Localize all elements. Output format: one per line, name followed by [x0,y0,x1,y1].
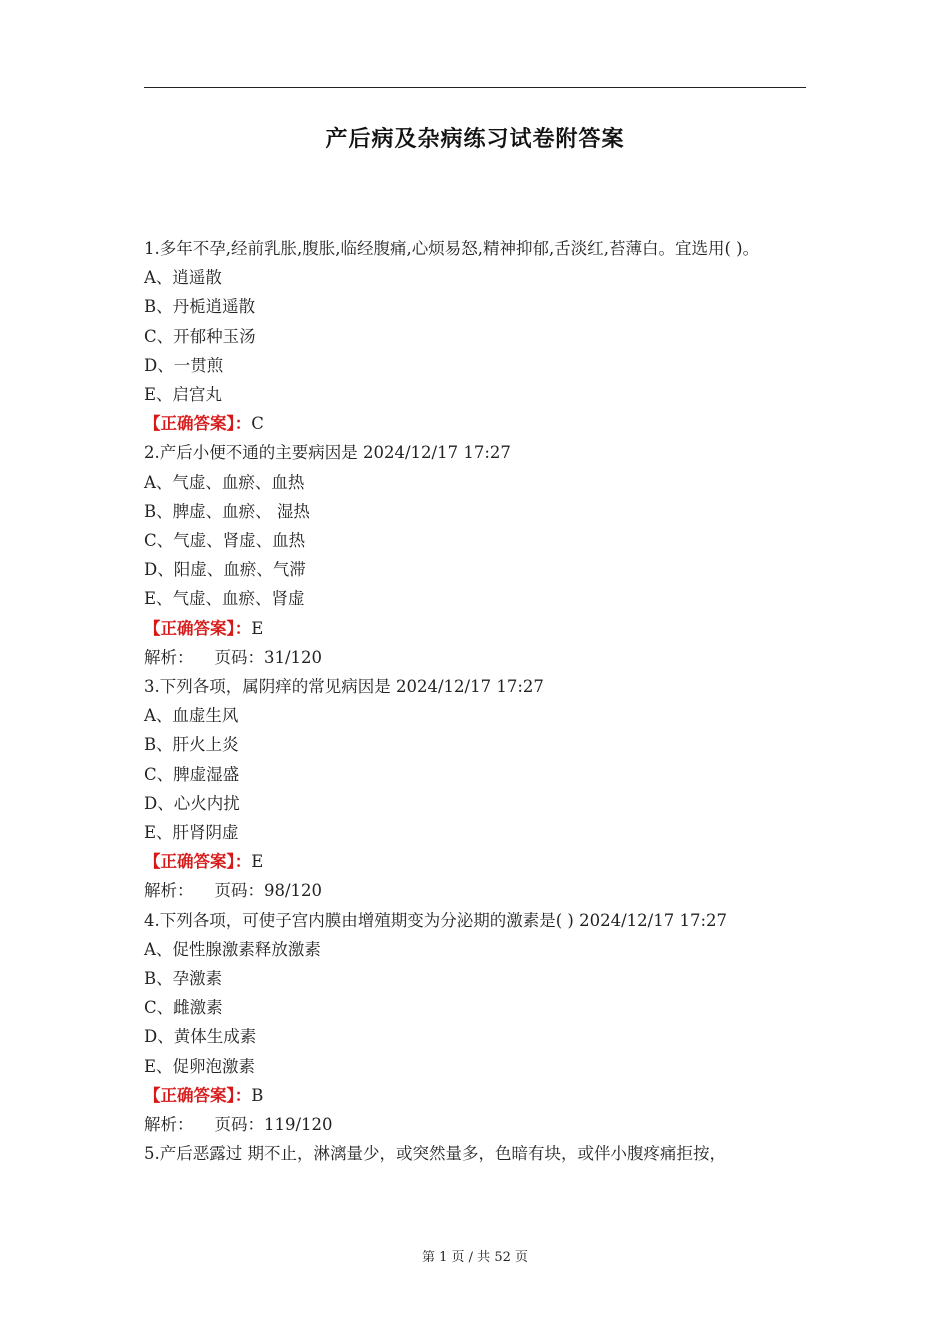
answer-value: C [251,414,264,434]
option-c: C、开郁种玉汤 [144,326,256,346]
analysis-line: 解析： 页码：98/120 [144,881,323,901]
option-c: C、雌激素 [144,998,223,1018]
answer-label: 【正确答案】： [144,414,252,434]
answer-value: B [251,1085,264,1105]
option-c: C、脾虚湿盛 [144,764,240,784]
answer-value: E [251,852,264,872]
option-a: A、逍遥散 [144,268,222,288]
answer-line [144,614,808,643]
page-footer: 第 1 页 / 共 52 页 [422,1250,528,1265]
question-stem: 2.产后小便不通的主要病因是 2024/12/17 17:27 [144,443,511,463]
answer-label: 【正确答案】： [144,852,252,872]
analysis-line: 解析： 页码：119/120 [144,1115,333,1135]
option-a: A、促性腺激素释放激素 [144,939,321,959]
option-b: B、孕激素 [144,969,223,989]
question-list [144,234,808,1169]
option-d: D、心火内扰 [144,793,240,813]
option-e: E、气虚、血瘀、肾虚 [144,589,305,609]
answer-line [144,409,808,438]
question-stem: 4.下列各项，可使子宫内膜由增殖期变为分泌期的激素是( ) 2024/12/17 17:27 [144,910,728,930]
option-a: A、血虚生风 [144,706,239,726]
option-e: E、促卵泡激素 [144,1056,256,1076]
option-a: A、气虚、血瘀、血热 [144,472,305,492]
option-b: B、丹栀逍遥散 [144,297,256,317]
option-d: D、黄体生成素 [144,1027,257,1047]
option-e: E、启宫丸 [144,385,223,405]
option-d: D、阳虚、血瘀、气滞 [144,560,306,580]
header-rule [144,87,806,88]
answer-label: 【正确答案】： [144,1085,252,1105]
question-stem: 3.下列各项，属阴痒的常见病因是 2024/12/17 17:27 [144,677,544,697]
option-c: C、气虚、肾虚、血热 [144,531,306,551]
answer-line [144,847,808,876]
option-b: B、脾虚、血瘀、 湿热 [144,501,310,521]
answer-line [144,1081,808,1110]
question-stem: 1.多年不孕,经前乳胀,腹胀,临经腹痛,心烦易怒,精神抑郁,舌淡红,苔薄白。宜选用( )。 [144,239,760,258]
option-b: B、肝火上炎 [144,735,239,755]
question-stem: 5.产后恶露过 期不止，淋漓量少，或突然量多，色暗有块，或伴小腹疼痛拒按， [144,1144,726,1164]
option-e: E、肝肾阴虚 [144,823,239,843]
answer-value: E [251,618,264,638]
analysis-line: 解析： 页码：31/120 [144,647,323,667]
answer-label: 【正确答案】： [144,618,252,638]
option-d: D、一贯煎 [144,355,224,375]
document-title: 产后病及杂病练习试卷附答案 [325,126,625,152]
